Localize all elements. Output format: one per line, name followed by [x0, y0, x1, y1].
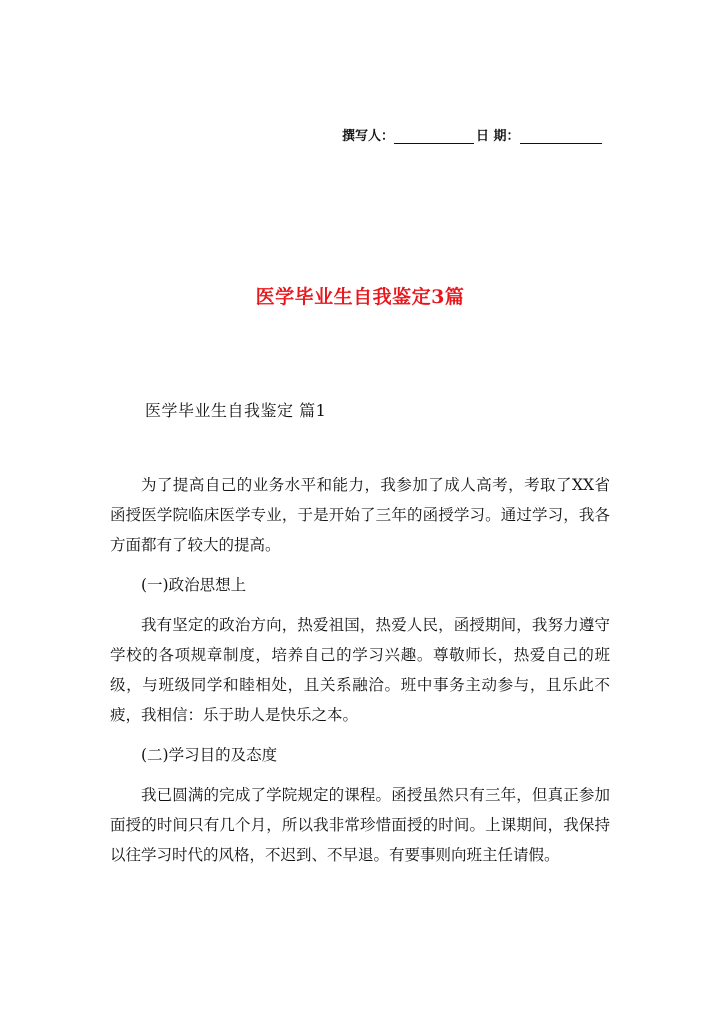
study-paragraph: 我已圆满的完成了学院规定的课程。函授虽然只有三年，但真正参加面授的时间只有几个月，所以我非常珍惜面授的时间。上课期间，我保持以往学习时代的风格，不迟到、不早退。有要事则向班主任请假。 — [110, 786, 610, 864]
section-heading: 医学毕业生自我鉴定 篇1 — [145, 401, 327, 420]
date-label: 日 期： — [476, 129, 520, 144]
author-blank — [394, 131, 474, 144]
politics-paragraph: 我有坚定的政治方向，热爱祖国，热爱人民，函授期间，我努力遵守学校的各项规章制度，培养自己的学习兴趣。尊敬师长，热爱自己的班级，与班级同学和睦相处，且关系融洽。班中事务主动参与，且乐此不疲，我相信：乐于助人是快乐之本。 — [110, 616, 610, 724]
date-blank — [520, 131, 602, 144]
author-date-line — [342, 125, 602, 144]
subheading-politics: (一)政治思想上 — [141, 576, 247, 594]
intro-paragraph: 为了提高自己的业务水平和能力，我参加了成人高考，考取了XX省函授医学院临床医学专业，于是开始了三年的函授学习。通过学习，我各方面都有了较大的提高。 — [110, 476, 610, 554]
document-title: 医学毕业生自我鉴定3篇 — [255, 286, 465, 308]
document-body — [110, 470, 610, 880]
subheading-study: (二)学习目的及态度 — [141, 746, 278, 764]
author-label: 撰写人： — [342, 129, 395, 144]
